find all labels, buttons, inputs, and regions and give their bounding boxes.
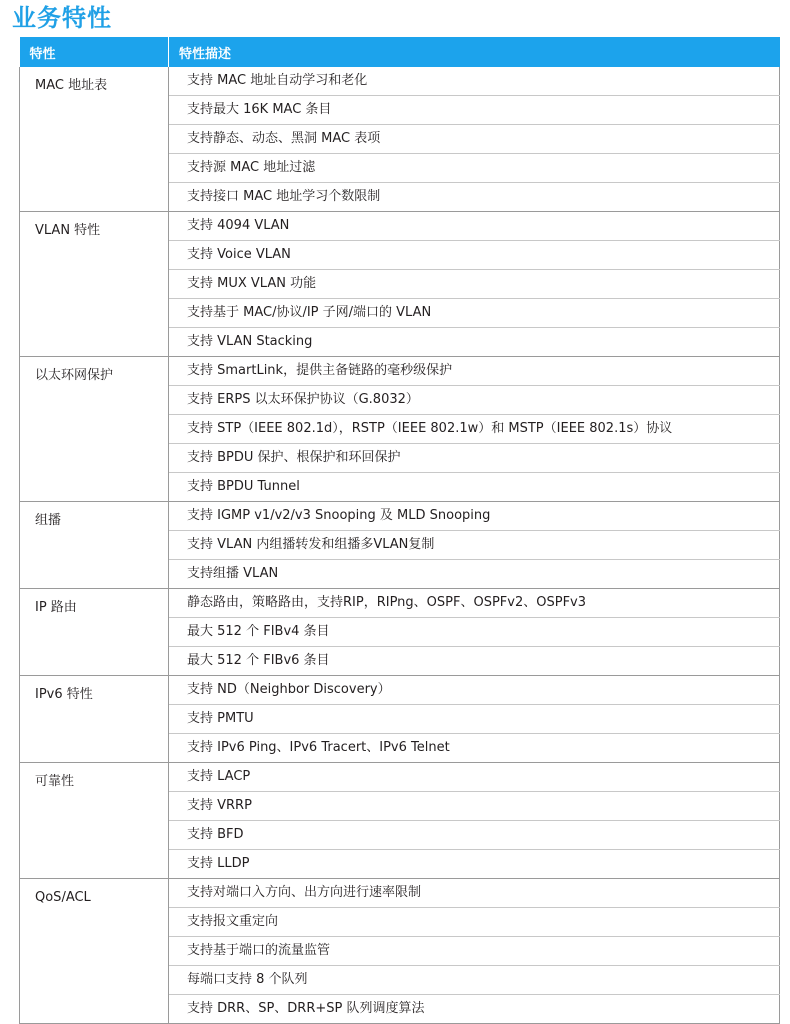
table-row [20,879,780,908]
feature-name-cell: MAC 地址表 [20,67,169,212]
feature-description-cell: 支持 SmartLink，提供主备链路的毫秒级保护 [169,357,780,386]
feature-description-cell: 支持 ND（Neighbor Discovery） [169,676,780,705]
feature-description-cell: 支持最大 16K MAC 条目 [169,96,780,125]
table-row [20,67,780,96]
feature-description-cell: 支持 Voice VLAN [169,241,780,270]
feature-description-cell: 最大 512 个 FIBv6 条目 [169,647,780,676]
feature-name-cell: VLAN 特性 [20,212,169,357]
feature-description-cell: 每端口支持 8 个队列 [169,966,780,995]
feature-description-cell: 支持基于 MAC/协议/IP 子网/端口的 VLAN [169,299,780,328]
feature-description-cell: 支持 DRR、SP、DRR+SP 队列调度算法 [169,995,780,1024]
feature-description-cell: 支持接口 MAC 地址学习个数限制 [169,183,780,212]
feature-spec-table [19,37,780,1024]
feature-description-cell: 支持 ERPS 以太环保护协议（G.8032） [169,386,780,415]
feature-description-cell: 支持静态、动态、黑洞 MAC 表项 [169,125,780,154]
feature-description-cell: 支持 MAC 地址自动学习和老化 [169,67,780,96]
feature-name-cell: 以太环网保护 [20,357,169,502]
feature-description-cell: 支持 BPDU Tunnel [169,473,780,502]
table-row [20,763,780,792]
feature-description-cell: 支持 STP（IEEE 802.1d），RSTP（IEEE 802.1w）和 MSTP（IEEE 802.1s）协议 [169,415,780,444]
feature-name-cell: IPv6 特性 [20,676,169,763]
table-row [20,676,780,705]
table-body [20,67,780,1024]
feature-description-cell: 支持 LLDP [169,850,780,879]
feature-description-cell: 支持源 MAC 地址过滤 [169,154,780,183]
feature-description-cell: 支持 IPv6 Ping、IPv6 Tracert、IPv6 Telnet [169,734,780,763]
feature-name-cell: QoS/ACL [20,879,169,1024]
table-row [20,212,780,241]
feature-name-cell: 组播 [20,502,169,589]
table-row [20,589,780,618]
header-feature-description: 特性描述 [169,37,780,67]
table-row [20,357,780,386]
feature-description-cell: 支持 BPDU 保护、根保护和环回保护 [169,444,780,473]
feature-description-cell: 最大 512 个 FIBv4 条目 [169,618,780,647]
feature-description-cell: 支持 LACP [169,763,780,792]
feature-name-cell: 可靠性 [20,763,169,879]
page-title: 业务特性 [12,4,112,32]
feature-description-cell: 静态路由，策略路由，支持RIP，RIPng、OSPF、OSPFv2、OSPFv3 [169,589,780,618]
feature-description-cell: 支持 IGMP v1/v2/v3 Snooping 及 MLD Snooping [169,502,780,531]
feature-description-cell: 支持 VLAN 内组播转发和组播多VLAN复制 [169,531,780,560]
header-feature: 特性 [20,37,169,67]
feature-description-cell: 支持 MUX VLAN 功能 [169,270,780,299]
feature-description-cell: 支持 PMTU [169,705,780,734]
feature-description-cell: 支持 VLAN Stacking [169,328,780,357]
feature-description-cell: 支持报文重定向 [169,908,780,937]
table-header-row [20,37,780,67]
table-row [20,502,780,531]
feature-description-cell: 支持 4094 VLAN [169,212,780,241]
feature-description-cell: 支持 VRRP [169,792,780,821]
feature-description-cell: 支持组播 VLAN [169,560,780,589]
feature-description-cell: 支持对端口入方向、出方向进行速率限制 [169,879,780,908]
feature-description-cell: 支持 BFD [169,821,780,850]
feature-description-cell: 支持基于端口的流量监管 [169,937,780,966]
feature-name-cell: IP 路由 [20,589,169,676]
